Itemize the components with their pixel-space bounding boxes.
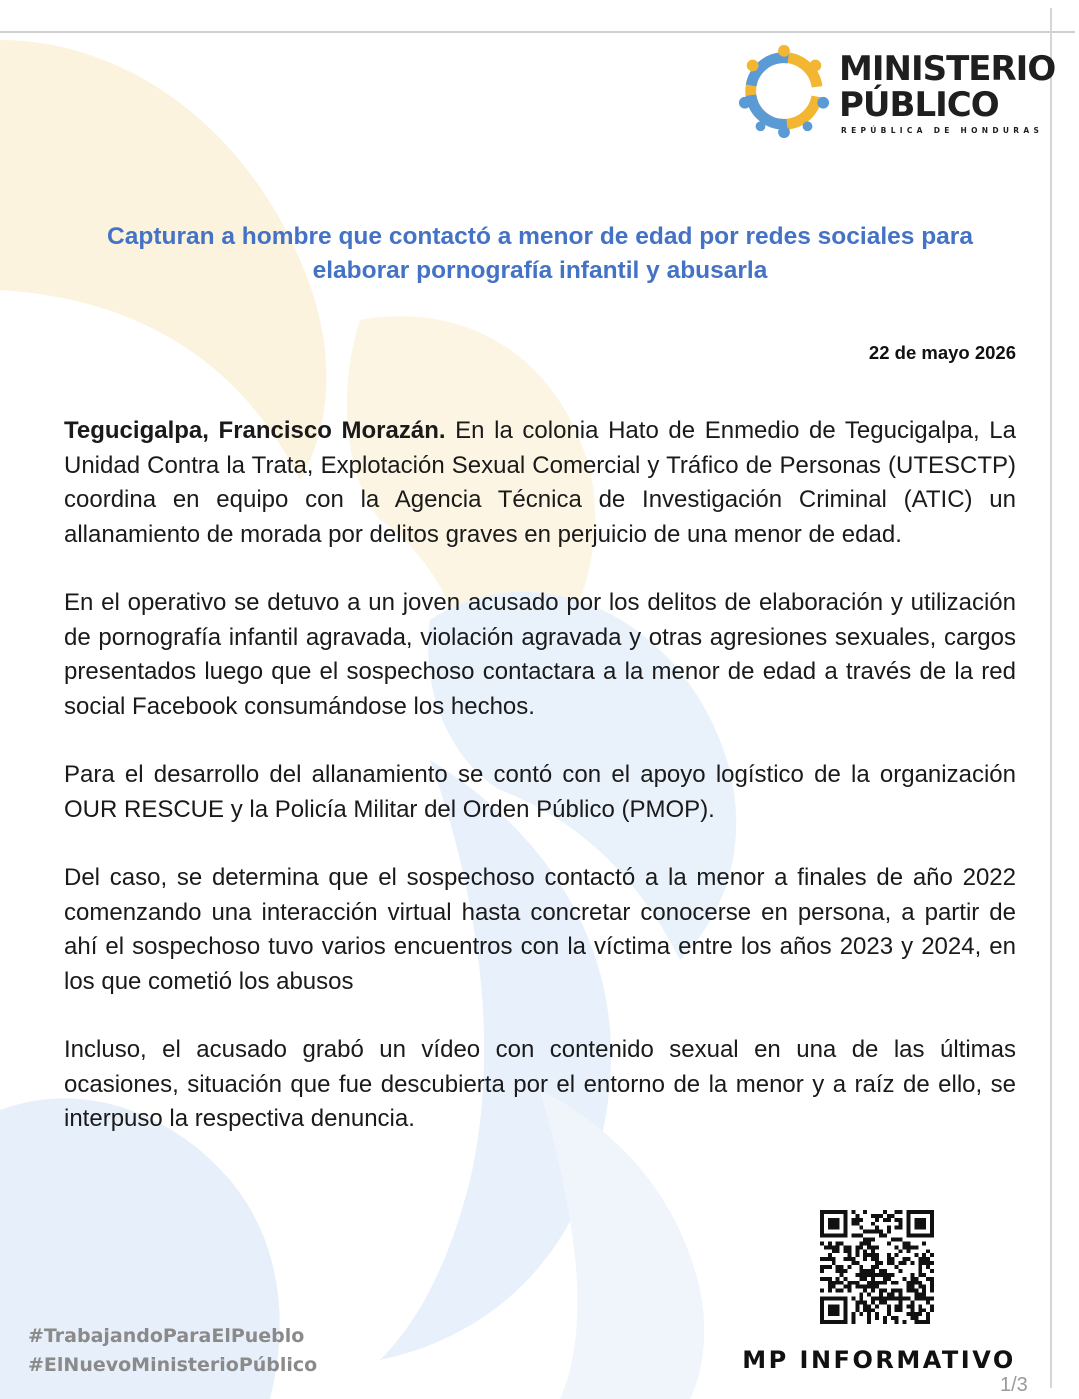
logo-line-2: PÚBLICO	[839, 85, 999, 125]
page-number: 1/3	[1000, 1374, 1028, 1396]
footer-hashtags	[28, 1322, 317, 1380]
logo-emblem-icon	[735, 42, 833, 140]
article-date: 22 de mayo 2026	[868, 342, 1016, 363]
paragraph-2: En el operativo se detuvo a un joven acusado por los delitos de elaboración y utilización de pornografía infantil agravada, violación agravada y otras agresiones sexuales, cargos presentados luego que el sospechoso contactara a la menor de edad a través de la red social Facebook consumándose los hechos.	[64, 589, 1016, 720]
logo-line-1: MINISTERIO	[839, 49, 1056, 89]
paragraph-3: Para el desarrollo del allanamiento se contó con el apoyo logístico de la organización OUR RESCUE y la Policía Militar del Orden Público (PMOP).	[64, 761, 1016, 823]
footer-brand: MP INFORMATIVO	[742, 1346, 1016, 1374]
paragraph-1	[64, 414, 1016, 552]
qr-code-icon	[820, 1210, 934, 1324]
paragraph-4: Del caso, se determina que el sospechoso contactó a la menor a finales de año 2022 comenzando una interacción virtual hasta concretar conocerse en persona, a partir de ahí el sospechoso tuvo varios encuentros con la víctima entre los años 2023 y 2024, en los que cometió los abusos	[64, 864, 1016, 995]
hashtag-2: #ElNuevoMinisterioPúblico	[28, 1354, 318, 1376]
hashtag-1: #TrabajandoParaElPueblo	[28, 1325, 305, 1347]
ministerio-publico-logo	[735, 42, 1056, 142]
right-rule	[1050, 8, 1052, 1388]
top-rule	[0, 31, 1075, 33]
paragraph-1-text: En la colonia Hato de Enmedio de Tegucigalpa, La Unidad Contra la Trata, Explotación Sexual Comercial y Tráfico de Personas (UTESCTP) coordina en equipo con la Agencia Técnica de Investigación Criminal (ATIC) un allanamiento de morada por delitos graves en perjuicio de una menor de edad.	[64, 417, 1016, 548]
logo-subtitle: REPÚBLICA DE HONDURAS	[841, 126, 1044, 135]
article-title: Capturan a hombre que contactó a menor de edad por redes sociales para elaborar pornografía infantil y abusarla	[107, 223, 973, 284]
article-body	[64, 414, 1016, 1171]
lead-location: Tegucigalpa, Francisco Morazán.	[64, 417, 446, 444]
paragraph-5: Incluso, el acusado grabó un vídeo con contenido sexual en una de las últimas ocasiones, situación que fue descubierta por el entorno de la menor y a raíz de ello, se interpuso la respectiva denuncia.	[64, 1036, 1016, 1132]
